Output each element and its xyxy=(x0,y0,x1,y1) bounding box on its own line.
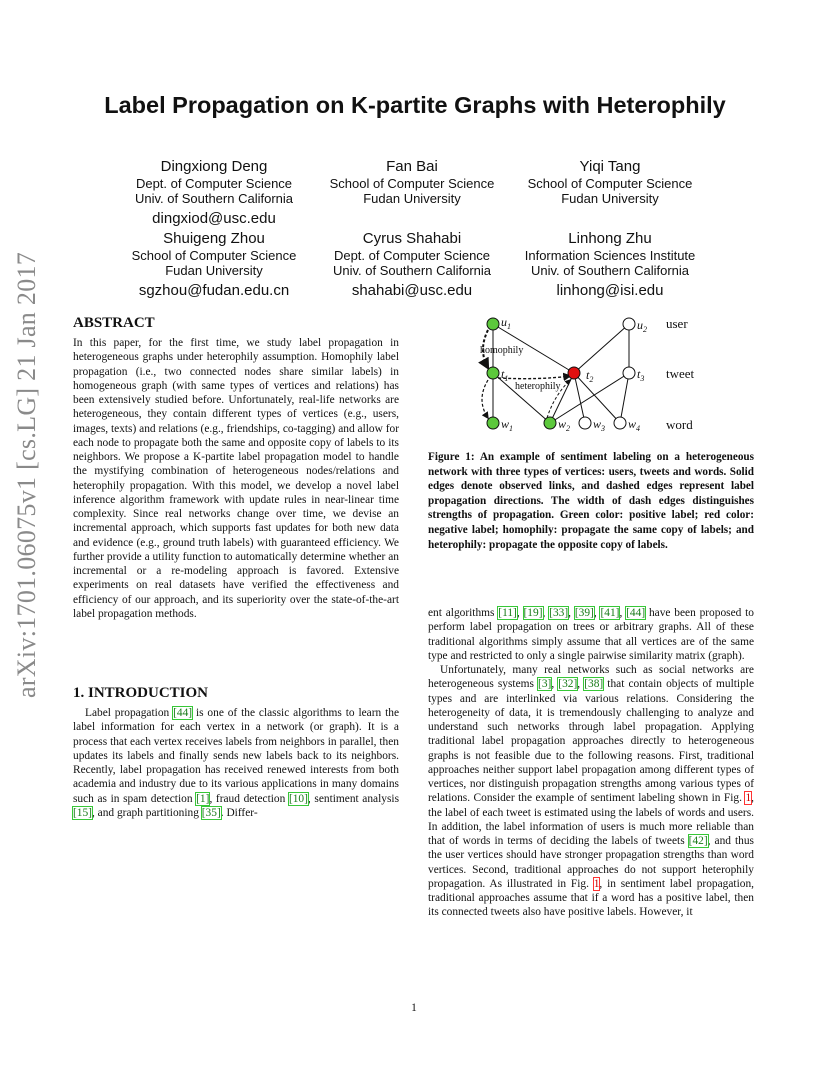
citation-link[interactable]: [3] xyxy=(538,678,552,691)
citation-link[interactable]: [15] xyxy=(73,806,92,819)
author-affiliation: School of Computer Science xyxy=(131,248,297,263)
arxiv-stamp: arXiv:1701.06075v1 [cs.LG] 21 Jan 2017 xyxy=(12,251,41,698)
edge xyxy=(574,373,620,423)
citation-link[interactable]: [44] xyxy=(626,607,646,619)
abstract-body xyxy=(73,336,399,621)
edge xyxy=(482,380,488,418)
author-affiliation: Information Sciences Institute xyxy=(524,248,696,263)
author-email[interactable]: shahabi@usc.edu xyxy=(351,282,473,299)
node-label: $w_4$ xyxy=(628,417,641,433)
citation-link[interactable]: [32] xyxy=(558,678,578,691)
edge xyxy=(574,324,629,373)
author-name: Shuigeng Zhou xyxy=(163,230,265,247)
author-name: Cyrus Shahabi xyxy=(362,230,462,247)
citation-link[interactable]: [1] xyxy=(196,792,210,805)
author-affiliation: Univ. of Southern California xyxy=(134,191,293,206)
node-label: $t_2$ xyxy=(586,368,594,384)
abstract-heading: ABSTRACT xyxy=(73,315,155,331)
edge xyxy=(574,373,585,423)
node-label: $t_3$ xyxy=(637,367,645,383)
author-affiliation: Univ. of Southern California xyxy=(530,263,689,278)
figure-ref-link[interactable]: 1 xyxy=(593,877,600,890)
citation-link[interactable]: [11] xyxy=(498,607,517,619)
node-w1 xyxy=(487,417,499,429)
author-block xyxy=(500,157,720,206)
row-label-user: user xyxy=(666,316,688,331)
node-w3 xyxy=(579,417,591,429)
body-paragraph: Unfortunately, many real networks such as social networks are heterogeneous systems [3], [32], [38] that contain objects of multiple types and are interlinked via various relations. Considering the heterogeneity of data, it is tremendously challenging to analyze and understand such networks through label propagation. Applying traditional label propagation approaches directly to heterogeneous graphs is not feasible due to the following reasons. First, traditional approaches neither support label propagation among different types of vertices, nor distinguish propagation strengths among various types of relations. Consider the example of sentiment labeling shown in Fig. 1, the label of each tweet is estimated using the labels of words and users. In addition, the label information of users is much more reliable than that of words in terms of deciding the labels of tweets [42], and thus the user vertices should have stronger propagation strengths than word vertices. Second, traditional approaches do not support heterophily propagation. As illustrated in Fig. 1, in sentiment label propagation, traditional approaches assume that if a word has a positive label, then its connected tweets also have positive labels. However, it xyxy=(428,664,754,919)
node-label: $w_1$ xyxy=(501,417,514,433)
row-label-tweet: tweet xyxy=(666,366,695,381)
citation-link[interactable]: [39] xyxy=(574,607,594,619)
author-email[interactable]: dingxiod@usc.edu xyxy=(152,210,276,227)
node-label: $w_2$ xyxy=(558,417,571,433)
citation-link[interactable]: [33] xyxy=(549,607,569,619)
intro-heading: 1. INTRODUCTION xyxy=(73,685,209,701)
node-label: $t_1$ xyxy=(501,367,509,383)
author-name: Fan Bai xyxy=(386,158,438,175)
author-affiliation: Fudan University xyxy=(165,263,263,278)
node-label: $u_2$ xyxy=(637,318,647,334)
node-t1 xyxy=(487,367,499,379)
author-name: Dingxiong Deng xyxy=(160,158,268,175)
node-t2 xyxy=(568,367,580,379)
figure-1-graph xyxy=(470,308,740,438)
citation-link[interactable]: [10] xyxy=(288,792,308,805)
figure-caption: Figure 1: An example of sentiment labeling on a heterogeneous network with three types of vertices: users, tweets and words. Solid edges denote observed links, and dashed edges represent label propagation directions. The width of dash edges distinguishes strengths of propagation. Green color: positive label; red color: negative label; homophily: propagate the same copy of labels; and heterophily: propagate the opposite copy of labels. xyxy=(428,451,754,551)
author-affiliation: Dept. of Computer Science xyxy=(333,248,491,263)
author-name: Yiqi Tang xyxy=(579,158,641,175)
citation-link[interactable]: [42] xyxy=(688,835,708,847)
author-block xyxy=(302,229,522,300)
author-email[interactable]: linhong@isi.edu xyxy=(556,282,664,299)
node-label: $w_3$ xyxy=(593,417,606,433)
citation-link[interactable]: [44] xyxy=(173,707,193,719)
paper-title: Label Propagation on K-partite Graphs with Heterophily xyxy=(104,92,726,118)
author-block xyxy=(104,229,324,300)
intro-body xyxy=(73,706,399,820)
author-affiliation: School of Computer Science xyxy=(527,176,693,191)
author-affiliation: Dept. of Computer Science xyxy=(135,176,293,191)
citation-link[interactable]: [38] xyxy=(584,678,604,691)
citation-link[interactable]: [41] xyxy=(600,607,620,619)
node-w2 xyxy=(544,417,556,429)
author-name: Linhong Zhu xyxy=(568,230,652,247)
page-number: 1 xyxy=(411,1002,417,1014)
citation-link[interactable]: [19] xyxy=(523,607,543,619)
node-u1 xyxy=(487,318,499,330)
author-block xyxy=(302,157,522,206)
author-affiliation: Univ. of Southern California xyxy=(332,263,491,278)
author-affiliation: School of Computer Science xyxy=(329,176,495,191)
node-label: $u_1$ xyxy=(501,315,511,331)
node-u2 xyxy=(623,318,635,330)
annotation-homophily: homophily xyxy=(480,345,524,356)
body-paragraph: ent algorithms [11], [19], [33], [39], [41], [44] have been proposed to perform label propagation on trees or arbitrary graphs. All of these traditional algorithms simply assume that all vertices are of the same type and restricted to only a single pairwise similarity matrix (graph). xyxy=(428,607,755,662)
observed-edges xyxy=(493,324,629,423)
author-affiliation: Fudan University xyxy=(363,191,461,206)
author-affiliation: Fudan University xyxy=(561,191,659,206)
right-column-body xyxy=(428,606,754,920)
annotation-heterophily: heterophily xyxy=(515,381,561,392)
edge xyxy=(620,373,629,423)
edge xyxy=(498,376,570,379)
figure-ref-link[interactable]: 1 xyxy=(745,792,752,805)
author-block xyxy=(104,157,324,228)
intro-paragraph: Label propagation [44] is one of the classic algorithms to learn the label information for each vertex in a network (or graph). It is a process that each vertex receives labels from neighbors in parallel, then updates its labels and finally sends new labels back to its neighbors. Recently, label propagation has received renewed interests from both academia and industry due to its various applications in many domains such as in spam detection [1], fraud detection [10], sentiment analysis [15], and graph partitioning [35]. Differ- xyxy=(73,707,400,819)
author-email[interactable]: sgzhou@fudan.edu.cn xyxy=(138,282,290,299)
abstract-text: In this paper, for the first time, we study label propagation in heterogeneous graphs under heterophily assumption. Homophily label propagation (i.e., two connected nodes share similar labels) in homogeneous graph (with same types of vertices and relations) has been extensively studied before. Unfortunately, real-life networks are heterogeneous, they contain different types of vertices (e.g., users, images, texts) and relations (e.g., friendships, co-tagging) and allow for each node to propagate both the same and opposite copy of labels to its neighbors. We propose a K-partite label propagation model to handle the mystifying combination of heterogeneous nodes/relations and heterophily propagation. With this model, we develop a novel label inference algorithm framework with update rules in near-linear time complexity. Since real networks change over time, we devise an incremental approach, which supports fast updates for both new data and evidence (e.g., ground truth labels) with guaranteed efficiency. We further provide a utility function to automatically determine whether an incremental or a re-modeling approach is favored. Extensive experiments on real datasets have verified the effectiveness and efficiency of our approach, and its superiority over the state-of-the-art label propagation methods. xyxy=(73,337,399,620)
author-block xyxy=(500,229,720,300)
row-label-word: word xyxy=(666,417,693,432)
node-w4 xyxy=(614,417,626,429)
node-t3 xyxy=(623,367,635,379)
citation-link[interactable]: [35] xyxy=(201,806,221,819)
